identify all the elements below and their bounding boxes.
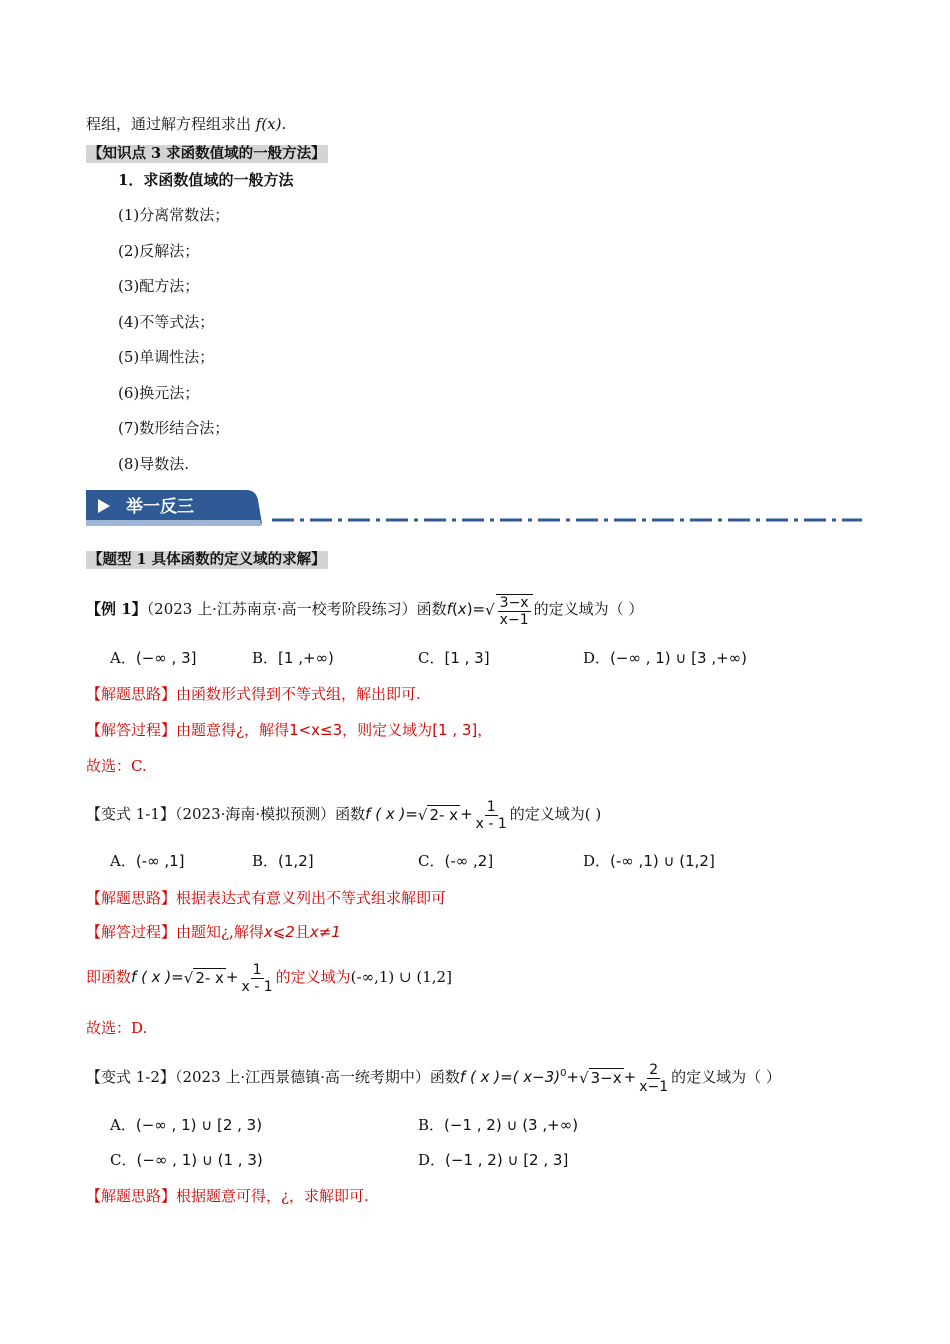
v11-option-a[interactable]: A．(-∞ ,1] [110,852,185,870]
ex1-option-d[interactable]: D．(−∞ , 1) ∪ [3 ,+∞) [583,649,748,667]
type1-header: 【题型 1 具体函数的定义域的求解】 [88,551,326,568]
ex1-option-a[interactable]: A．(−∞ , 3] [110,649,197,667]
v11-idea: 【解题思路】根据表达式有意义列出不等式组求解即可 [86,889,447,907]
ex1-option-c[interactable]: C．[1 , 3] [418,649,490,667]
banner-label: 举一反三 [126,497,194,517]
method-item: (3)配方法； [118,277,200,295]
method-item: (8)导数法. [118,455,190,473]
v11-process: 【解答过程】由题知¿,解得x⩽2且x≠1 [86,923,341,941]
ex1-process: 【解答过程】由题意得¿，解得1<x≤3，则定义域为[1 , 3]， [86,721,493,739]
knowledge-header: 【知识点 3 求函数值域的一般方法】 [88,145,326,162]
banner-dash-line [272,518,862,522]
ex1-idea: 【解题思路】由函数形式得到不等式组，解出即可. [86,685,421,703]
v12-idea: 【解题思路】根据题意可得，¿，求解即可. [86,1187,369,1205]
section-banner [86,488,262,526]
v12-option-c[interactable]: C．(−∞ , 1) ∪ (1 , 3) [110,1151,263,1169]
method-item: (6)换元法； [118,384,200,402]
v12-option-b[interactable]: B．(−1 , 2) ∪ (3 ,+∞) [418,1116,579,1134]
intro-line: 程组，通过解方程组求出 f(x). [86,115,287,133]
ex1-answer: 故选：C. [86,757,147,775]
ex1-option-b[interactable]: B．[1 ,+∞) [252,649,334,667]
method-item: (2)反解法； [118,242,200,260]
v12-option-d[interactable]: D．(−1 , 2) ∪ [2 , 3] [418,1151,569,1169]
method-item: (4)不等式法； [118,313,215,331]
v12-question: 【变式 1-2】（2023 上·江西景德镇·高一统考期中）函数f ( x )=( x−3)$^0$+√ 3−x + $\frac{2}{x-1}$ 的定义域为（ ） [86,1061,781,1095]
v11-option-d[interactable]: D．(-∞ ,1) ∪ (1,2] [583,852,715,870]
method-item: (1)分离常数法； [118,206,230,224]
v11-option-c[interactable]: C．(-∞ ,2] [418,852,494,870]
v11-line2: 即函数f ( x )=√ 2- x + $\frac{1}{x - 1}$ 的定义域为(-∞,1) ∪ (1,2] [86,961,452,995]
ex1-question: 【例 1】（2023 上·江苏南京·高一校考阶段练习）函数f(x)=√ $\frac{3-x}{x-1}$ 的定义域为（ ） [86,594,644,628]
method-item: (5)单调性法； [118,348,215,366]
method-item: (7)数形结合法； [118,419,230,437]
v11-question: 【变式 1-1】（2023·海南·模拟预测）函数f ( x )=√ 2- x + $\frac{1}{x - 1}$ 的定义域为( ) [86,798,602,832]
v11-option-b[interactable]: B．(1,2] [252,852,314,870]
knowledge-subtitle: 1．求函数值域的一般方法 [118,171,294,189]
v11-answer: 故选：D. [86,1019,148,1037]
v12-option-a[interactable]: A．(−∞ , 1) ∪ [2 , 3) [110,1116,263,1134]
